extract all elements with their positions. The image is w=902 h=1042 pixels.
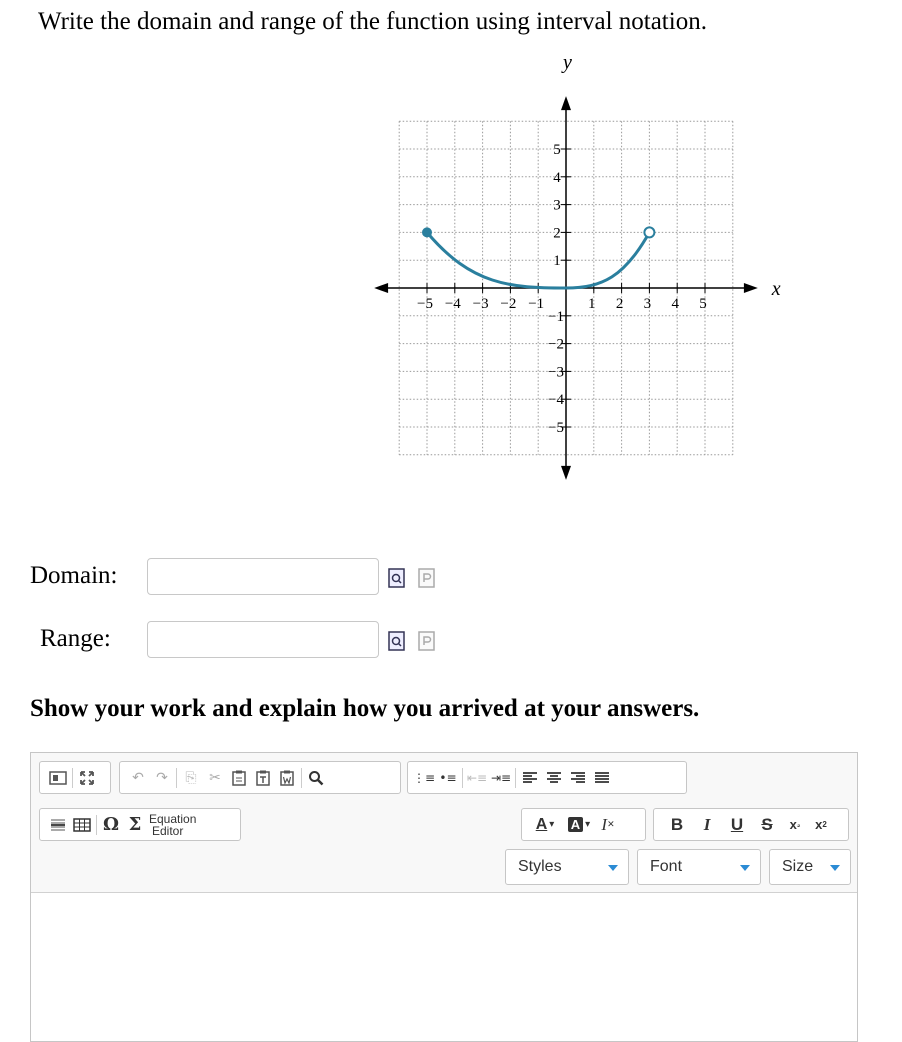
chevron-down-icon: [740, 865, 750, 871]
toolbar-group-source: [39, 761, 111, 794]
table-icon[interactable]: [70, 813, 94, 837]
superscript-icon[interactable]: x 2: [815, 817, 827, 832]
chevron-down-icon: [608, 865, 618, 871]
align-right-icon[interactable]: [566, 766, 590, 790]
chevron-down-icon: [830, 865, 840, 871]
y-tick-label: 4: [553, 169, 561, 186]
y-tick-label: −1: [548, 308, 564, 325]
editor-text-area[interactable]: [31, 892, 857, 1041]
italic-button[interactable]: I: [703, 814, 711, 834]
toolbar-group-paragraph: [407, 761, 687, 794]
indent-icon[interactable]: ⇥≡: [490, 770, 512, 785]
paste-text-icon[interactable]: [251, 766, 275, 790]
paste-icon[interactable]: [418, 631, 435, 651]
function-graph: [370, 51, 781, 485]
open-endpoint: [644, 227, 654, 237]
underline-button[interactable]: U: [730, 814, 744, 834]
domain-label: Domain:: [30, 562, 118, 589]
x-tick-label: 1: [588, 296, 596, 312]
paste-word-icon[interactable]: [275, 766, 299, 790]
x-axis-arrow-right: [744, 283, 758, 293]
equation-editor-button[interactable]: [149, 813, 196, 837]
y-tick-label: −3: [548, 364, 564, 381]
source-icon[interactable]: [46, 766, 70, 790]
redo-icon[interactable]: ↷: [156, 769, 168, 786]
cut-icon[interactable]: ✂: [209, 769, 221, 786]
toolbar-group-basicstyles: [653, 808, 849, 841]
y-tick-label: 1: [553, 253, 561, 270]
background-color-button[interactable]: [562, 813, 596, 837]
styles-dropdown[interactable]: [505, 849, 629, 885]
range-label: Range:: [40, 625, 111, 652]
bold-button[interactable]: B: [670, 814, 684, 834]
y-tick-label: 3: [553, 197, 561, 214]
copy-icon[interactable]: ⎘: [185, 769, 197, 786]
range-input[interactable]: [147, 621, 379, 658]
bulleted-list-icon[interactable]: •≡: [439, 770, 457, 785]
font-label: Font: [650, 858, 683, 875]
x-tick-label: 5: [699, 296, 707, 312]
find-icon[interactable]: [304, 766, 328, 790]
x-tick-label: 3: [643, 296, 652, 312]
align-justify-icon[interactable]: [590, 766, 614, 790]
paste-icon[interactable]: [227, 766, 251, 790]
align-center-icon[interactable]: [542, 766, 566, 790]
text-color-icon: A: [535, 815, 548, 833]
omega-icon[interactable]: Ω: [102, 814, 120, 835]
instruction-text: Show your work and explain how you arrived at your answers.: [30, 695, 700, 722]
text-color-button[interactable]: [528, 813, 562, 837]
x-tick-label: −1: [528, 296, 545, 312]
x-tick-label: −4: [444, 296, 461, 312]
preview-icon[interactable]: [388, 631, 405, 651]
y-tick-label: −2: [548, 336, 564, 353]
undo-icon[interactable]: ↶: [132, 769, 144, 786]
align-left-icon[interactable]: [518, 766, 542, 790]
toolbar-group-clipboard: [119, 761, 401, 794]
chevron-down-icon: ▾: [549, 819, 555, 830]
size-dropdown[interactable]: [769, 849, 851, 885]
remove-format-icon[interactable]: I ✕: [601, 814, 615, 834]
y-tick-label: −5: [548, 420, 564, 436]
font-dropdown[interactable]: [637, 849, 761, 885]
question-text: Write the domain and range of the function using interval notation.: [38, 8, 707, 35]
equation-editor-label: Editor: [152, 823, 184, 838]
sigma-icon[interactable]: Σ: [128, 814, 142, 835]
strikethrough-button[interactable]: S: [761, 814, 773, 834]
subscript-icon[interactable]: x ₂: [789, 817, 801, 832]
styles-label: Styles: [518, 858, 562, 875]
x-tick-label: −2: [500, 296, 517, 312]
x-tick-label: −3: [472, 296, 489, 312]
closed-endpoint: [422, 227, 432, 237]
horizontal-line-icon[interactable]: [46, 813, 70, 837]
x-tick-label: 4: [671, 296, 679, 312]
preview-icon[interactable]: [388, 568, 405, 588]
numbered-list-icon[interactable]: ⋮≡: [412, 770, 436, 785]
toolbar-group-insert: [39, 808, 241, 841]
rich-text-editor: [30, 752, 858, 1042]
x-tick-label: 2: [615, 296, 624, 312]
maximize-icon[interactable]: [75, 766, 99, 790]
background-color-icon: A: [568, 817, 583, 832]
outdent-icon[interactable]: ⇤≡: [466, 770, 488, 785]
y-tick-label: −4: [548, 392, 564, 409]
toolbar-group-colors: [521, 808, 646, 841]
y-axis-label: y: [563, 51, 572, 74]
x-tick-label: −5: [417, 296, 433, 312]
y-axis-arrow-up: [561, 96, 571, 110]
y-axis-arrow-down: [561, 466, 571, 480]
x-axis-label: x: [771, 278, 781, 300]
y-tick-label: 5: [553, 142, 561, 158]
size-label: Size: [782, 858, 814, 875]
paste-icon[interactable]: [418, 568, 435, 588]
x-axis-arrow-left: [374, 283, 388, 293]
y-tick-label: 2: [553, 225, 561, 242]
domain-input[interactable]: [147, 558, 379, 595]
equation-editor-label: Equation: [149, 811, 197, 826]
chevron-down-icon: ▾: [585, 819, 591, 830]
